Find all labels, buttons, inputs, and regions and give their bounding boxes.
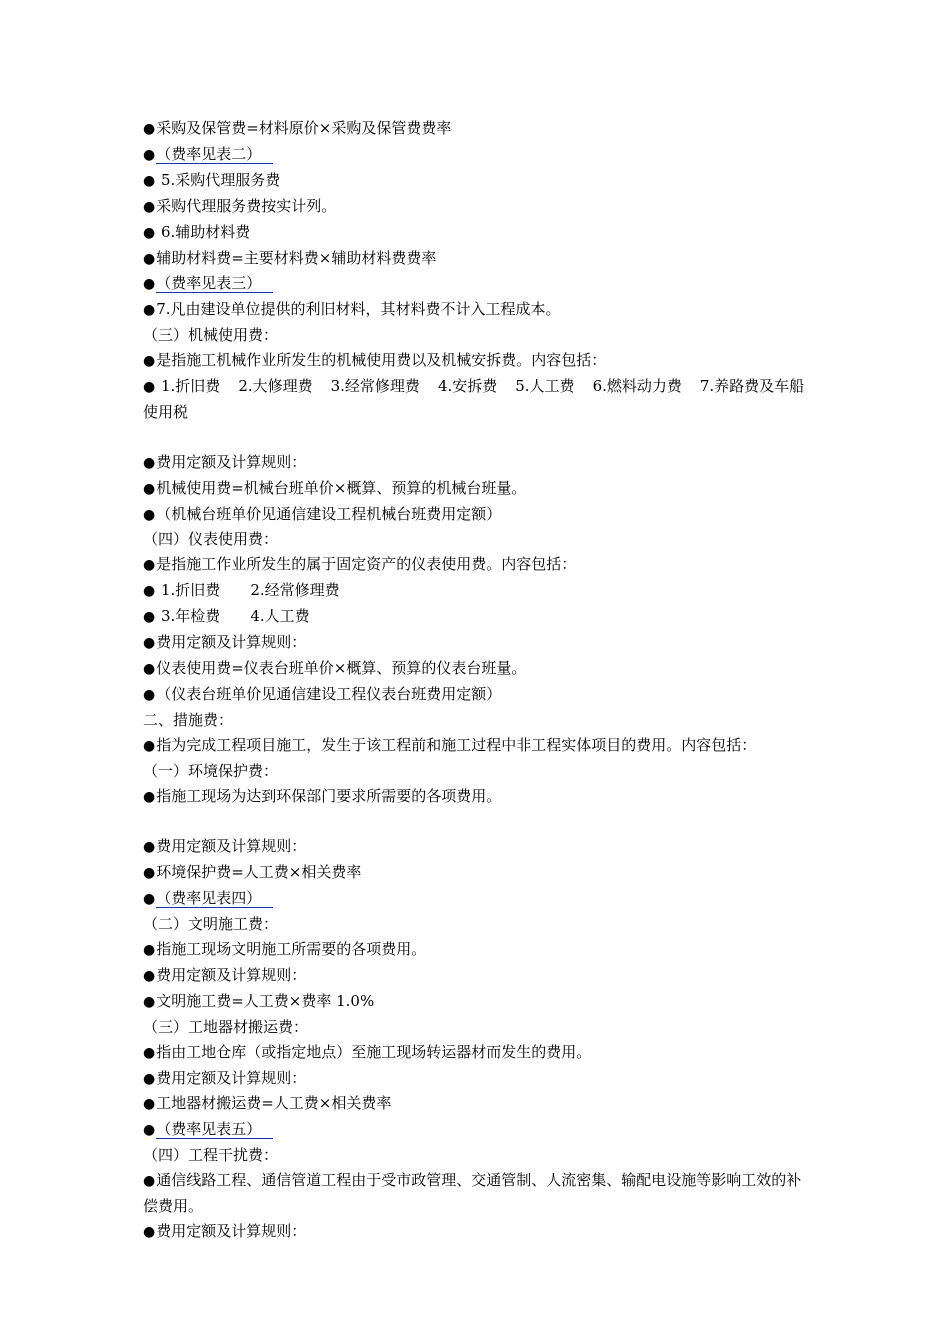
list-item-text: 4.安拆费	[437, 377, 498, 396]
bullet-line	[143, 604, 813, 630]
bullet-line	[143, 1091, 813, 1117]
list-item-text: 1.折旧费	[156, 581, 221, 600]
bullet-icon: ●	[143, 993, 156, 1010]
list-item-text: 4.人工费	[250, 607, 310, 626]
list-item-text: 5.人工费	[515, 377, 575, 396]
line-text: 费用定额及计算规则：	[156, 965, 307, 984]
bullet-icon: ●	[143, 865, 156, 882]
bullet-line	[143, 194, 813, 220]
line-text: 文明施工费=人工费×费率 1.0%	[156, 991, 375, 1010]
line-text: 费用定额及计算规则：	[156, 1221, 307, 1240]
rate-table-link[interactable]: （费率见表五）	[156, 1120, 273, 1139]
bullet-icon: ●	[143, 250, 156, 267]
rate-table-link-line	[143, 1117, 813, 1143]
line-text: 指施工现场文明施工所需要的各项费用。	[156, 939, 427, 958]
bullet-line	[143, 374, 813, 425]
bullet-line	[143, 989, 813, 1015]
blank-line	[143, 809, 813, 834]
bullet-line	[143, 1040, 813, 1066]
bullet-icon: ●	[143, 198, 156, 215]
line-text: 工地器材搬运费=人工费×相关费率	[156, 1094, 392, 1113]
list-item-text: 3.年检费	[156, 607, 221, 626]
bullet-icon: ●	[143, 891, 156, 908]
line-text: 采购及保管费=材料原价×采购及保管费费率	[156, 119, 452, 137]
bullet-icon: ●	[143, 276, 156, 293]
line-text: （四）仪表使用费：	[143, 530, 279, 549]
bullet-line	[143, 1168, 813, 1219]
bullet-icon: ●	[143, 1173, 156, 1190]
bullet-line	[143, 220, 813, 246]
bullet-icon: ●	[143, 609, 156, 626]
bullet-line	[143, 476, 813, 502]
bullet-line	[143, 450, 813, 476]
line-text: 环境保护费=人工费×相关费率	[156, 863, 362, 882]
line-text: 辅助材料费=主要材料费×辅助材料费费率	[156, 248, 437, 267]
line-text: （二）文明施工费：	[143, 915, 279, 934]
bullet-icon: ●	[143, 121, 156, 137]
line-text: 7.凡由建设单位提供的利旧材料，其材料费不计入工程成本。	[156, 300, 561, 319]
list-item-text: 2.大修理费	[238, 377, 313, 396]
line-text: 费用定额及计算规则：	[156, 633, 307, 652]
bullet-icon: ●	[143, 661, 156, 678]
line-text: （四）工程干扰费：	[143, 1146, 279, 1165]
bullet-line	[143, 246, 813, 272]
line-text: 机械使用费=机械台班单价×概算、预算的机械台班量。	[156, 478, 527, 497]
bullet-icon: ●	[143, 454, 156, 471]
list-item-text: 7.养路费及车船使用税	[143, 377, 805, 421]
line-text: 是指施工机械作业所发生的机械使用费以及机械安拆费。内容包括：	[156, 351, 607, 370]
bullet-icon: ●	[143, 788, 156, 805]
bullet-line	[143, 168, 813, 194]
section-heading	[143, 759, 813, 784]
bullet-icon: ●	[143, 1223, 156, 1240]
list-item-text: 6.燃料动力费	[592, 377, 682, 396]
bullet-line	[143, 656, 813, 682]
bullet-icon: ●	[143, 480, 156, 497]
line-text: 通信线路工程、通信管道工程由于受市政管理、交通管制、人流密集、输配电设施等影响工效的补偿费用。	[143, 1171, 802, 1216]
bullet-icon: ●	[143, 506, 156, 523]
line-text: 费用定额及计算规则：	[156, 452, 307, 471]
rate-table-link[interactable]: （费率见表三）	[156, 274, 273, 293]
line-text: 费用定额及计算规则：	[156, 1068, 307, 1087]
bullet-icon: ●	[143, 302, 156, 319]
bullet-line	[143, 834, 813, 860]
bullet-line	[143, 297, 813, 323]
line-text: 指为完成工程项目施工，发生于该工程前和施工过程中非工程实体项目的费用。内容包括：	[156, 735, 757, 754]
line-text: 6.辅助材料费	[156, 222, 251, 241]
bullet-icon: ●	[143, 686, 156, 703]
line-text: 仪表使用费=仪表台班单价×概算、预算的仪表台班量。	[156, 659, 527, 678]
bullet-icon: ●	[143, 557, 156, 574]
bullet-line	[143, 784, 813, 810]
bullet-line	[143, 578, 813, 604]
bullet-icon: ●	[143, 583, 156, 600]
line-text: （机械台班单价见通信建设工程机械台班费用定额）	[156, 504, 502, 523]
bullet-icon: ●	[143, 146, 156, 163]
rate-table-link-line	[143, 142, 813, 168]
list-item-text: 2.经常修理费	[250, 581, 340, 600]
blank-line	[143, 425, 813, 450]
bullet-line	[143, 1066, 813, 1092]
section-heading	[143, 527, 813, 552]
bullet-line	[143, 1219, 813, 1245]
bullet-line	[143, 937, 813, 963]
rate-table-link-line	[143, 886, 813, 912]
line-text: 5.采购代理服务费	[156, 170, 281, 189]
bullet-icon: ●	[143, 941, 156, 958]
bullet-line	[143, 348, 813, 374]
list-item-text: 3.经常修理费	[330, 377, 420, 396]
bullet-icon: ●	[143, 1044, 156, 1061]
bullet-line	[143, 552, 813, 578]
bullet-line	[143, 502, 813, 528]
section-heading	[143, 708, 813, 733]
line-text: 是指施工作业所发生的属于固定资产的仪表使用费。内容包括：	[156, 555, 577, 574]
line-text: （一）环境保护费：	[143, 761, 279, 780]
bullet-icon: ●	[143, 172, 156, 189]
rate-table-link[interactable]: （费率见表二）	[156, 145, 273, 164]
bullet-line	[143, 116, 813, 142]
line-text: （三）工地器材搬运费：	[143, 1017, 309, 1036]
line-text: （仪表台班单价见通信建设工程仪表台班费用定额）	[156, 684, 502, 703]
bullet-line	[143, 963, 813, 989]
bullet-icon: ●	[143, 635, 156, 652]
rate-table-link[interactable]: （费率见表四）	[156, 889, 273, 908]
bullet-line	[143, 682, 813, 708]
list-item-text: 1.折旧费	[156, 377, 221, 396]
line-text: 指施工现场为达到环保部门要求所需要的各项费用。	[156, 786, 502, 805]
bullet-icon: ●	[143, 967, 156, 984]
line-text: 采购代理服务费按实计列。	[156, 196, 337, 215]
bullet-icon: ●	[143, 1096, 156, 1113]
document-body	[143, 116, 813, 1245]
bullet-line	[143, 860, 813, 886]
line-text: （三）机械使用费：	[143, 326, 279, 345]
bullet-icon: ●	[143, 353, 156, 370]
section-heading	[143, 1015, 813, 1040]
bullet-icon: ●	[143, 737, 156, 754]
bullet-icon: ●	[143, 379, 156, 396]
line-text: 费用定额及计算规则：	[156, 837, 307, 856]
section-heading	[143, 323, 813, 348]
bullet-icon: ●	[143, 839, 156, 856]
bullet-line	[143, 733, 813, 759]
bullet-icon: ●	[143, 1122, 156, 1139]
bullet-icon: ●	[143, 1070, 156, 1087]
bullet-icon: ●	[143, 224, 156, 241]
rate-table-link-line	[143, 271, 813, 297]
section-heading	[143, 1143, 813, 1168]
line-text: 二、措施费：	[143, 710, 234, 729]
section-heading	[143, 912, 813, 937]
line-text: 指由工地仓库（或指定地点）至施工现场转运器材而发生的费用。	[156, 1042, 592, 1061]
bullet-line	[143, 630, 813, 656]
